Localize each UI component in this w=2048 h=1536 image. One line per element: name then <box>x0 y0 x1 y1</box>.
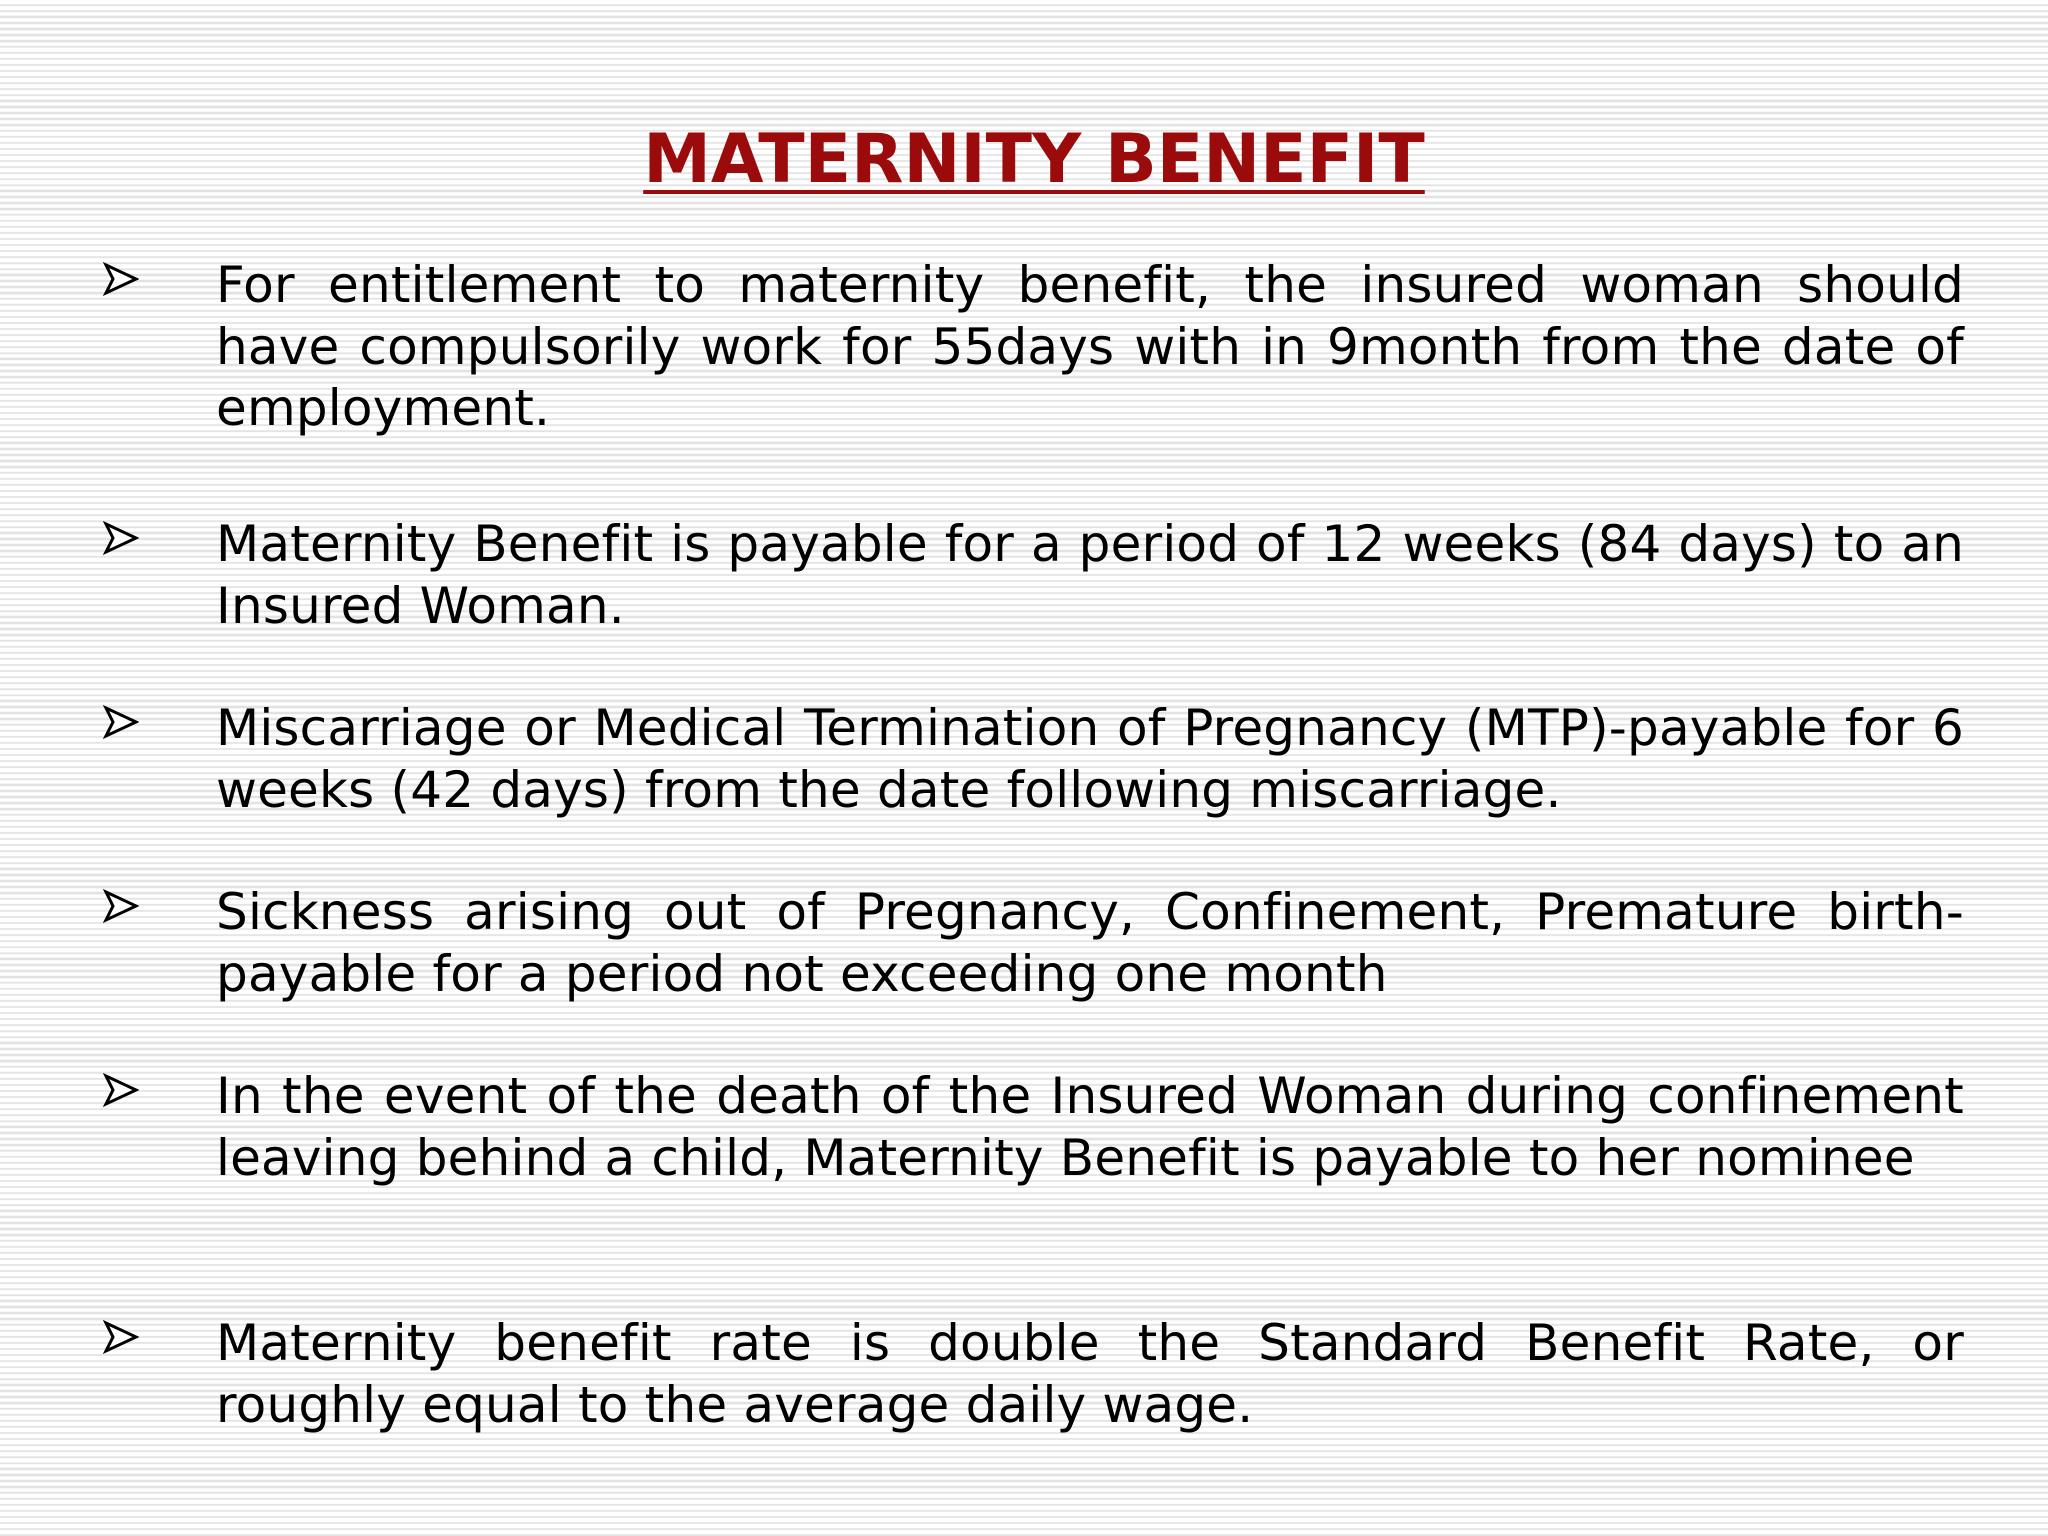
bullet-text: Miscarriage or Medical Termination of Pregnancy (MTP)-payable for 6 weeks (42 days) from the date following miscarriage. <box>216 699 1964 819</box>
bullet-text: Sickness arising out of Pregnancy, Confinement, Premature birth-payable for a period not exceeding one month <box>216 883 1964 1003</box>
arrow-bullet-icon <box>103 261 139 297</box>
bullet-text: Maternity Benefit is payable for a period of 12 weeks (84 days) to an Insured Woman. <box>216 515 1964 635</box>
bullet-text: Maternity benefit rate is double the Standard Benefit Rate, or roughly equal to the average daily wage. <box>216 1314 1964 1434</box>
slide-title: MATERNITY BENEFIT <box>643 120 1425 199</box>
bullet-text: In the event of the death of the Insured Woman during confinement leaving behind a child, Maternity Benefit is payable to her nominee <box>216 1067 1964 1187</box>
arrow-bullet-icon <box>103 1319 139 1355</box>
arrow-bullet-icon <box>103 888 139 924</box>
bullet-text: For entitlement to maternity benefit, the insured woman should have compulsorily work for 55days with in 9month from the date of employment. <box>216 256 1964 437</box>
arrow-bullet-icon <box>103 520 139 556</box>
arrow-bullet-icon <box>103 704 139 740</box>
arrow-bullet-icon <box>103 1072 139 1108</box>
